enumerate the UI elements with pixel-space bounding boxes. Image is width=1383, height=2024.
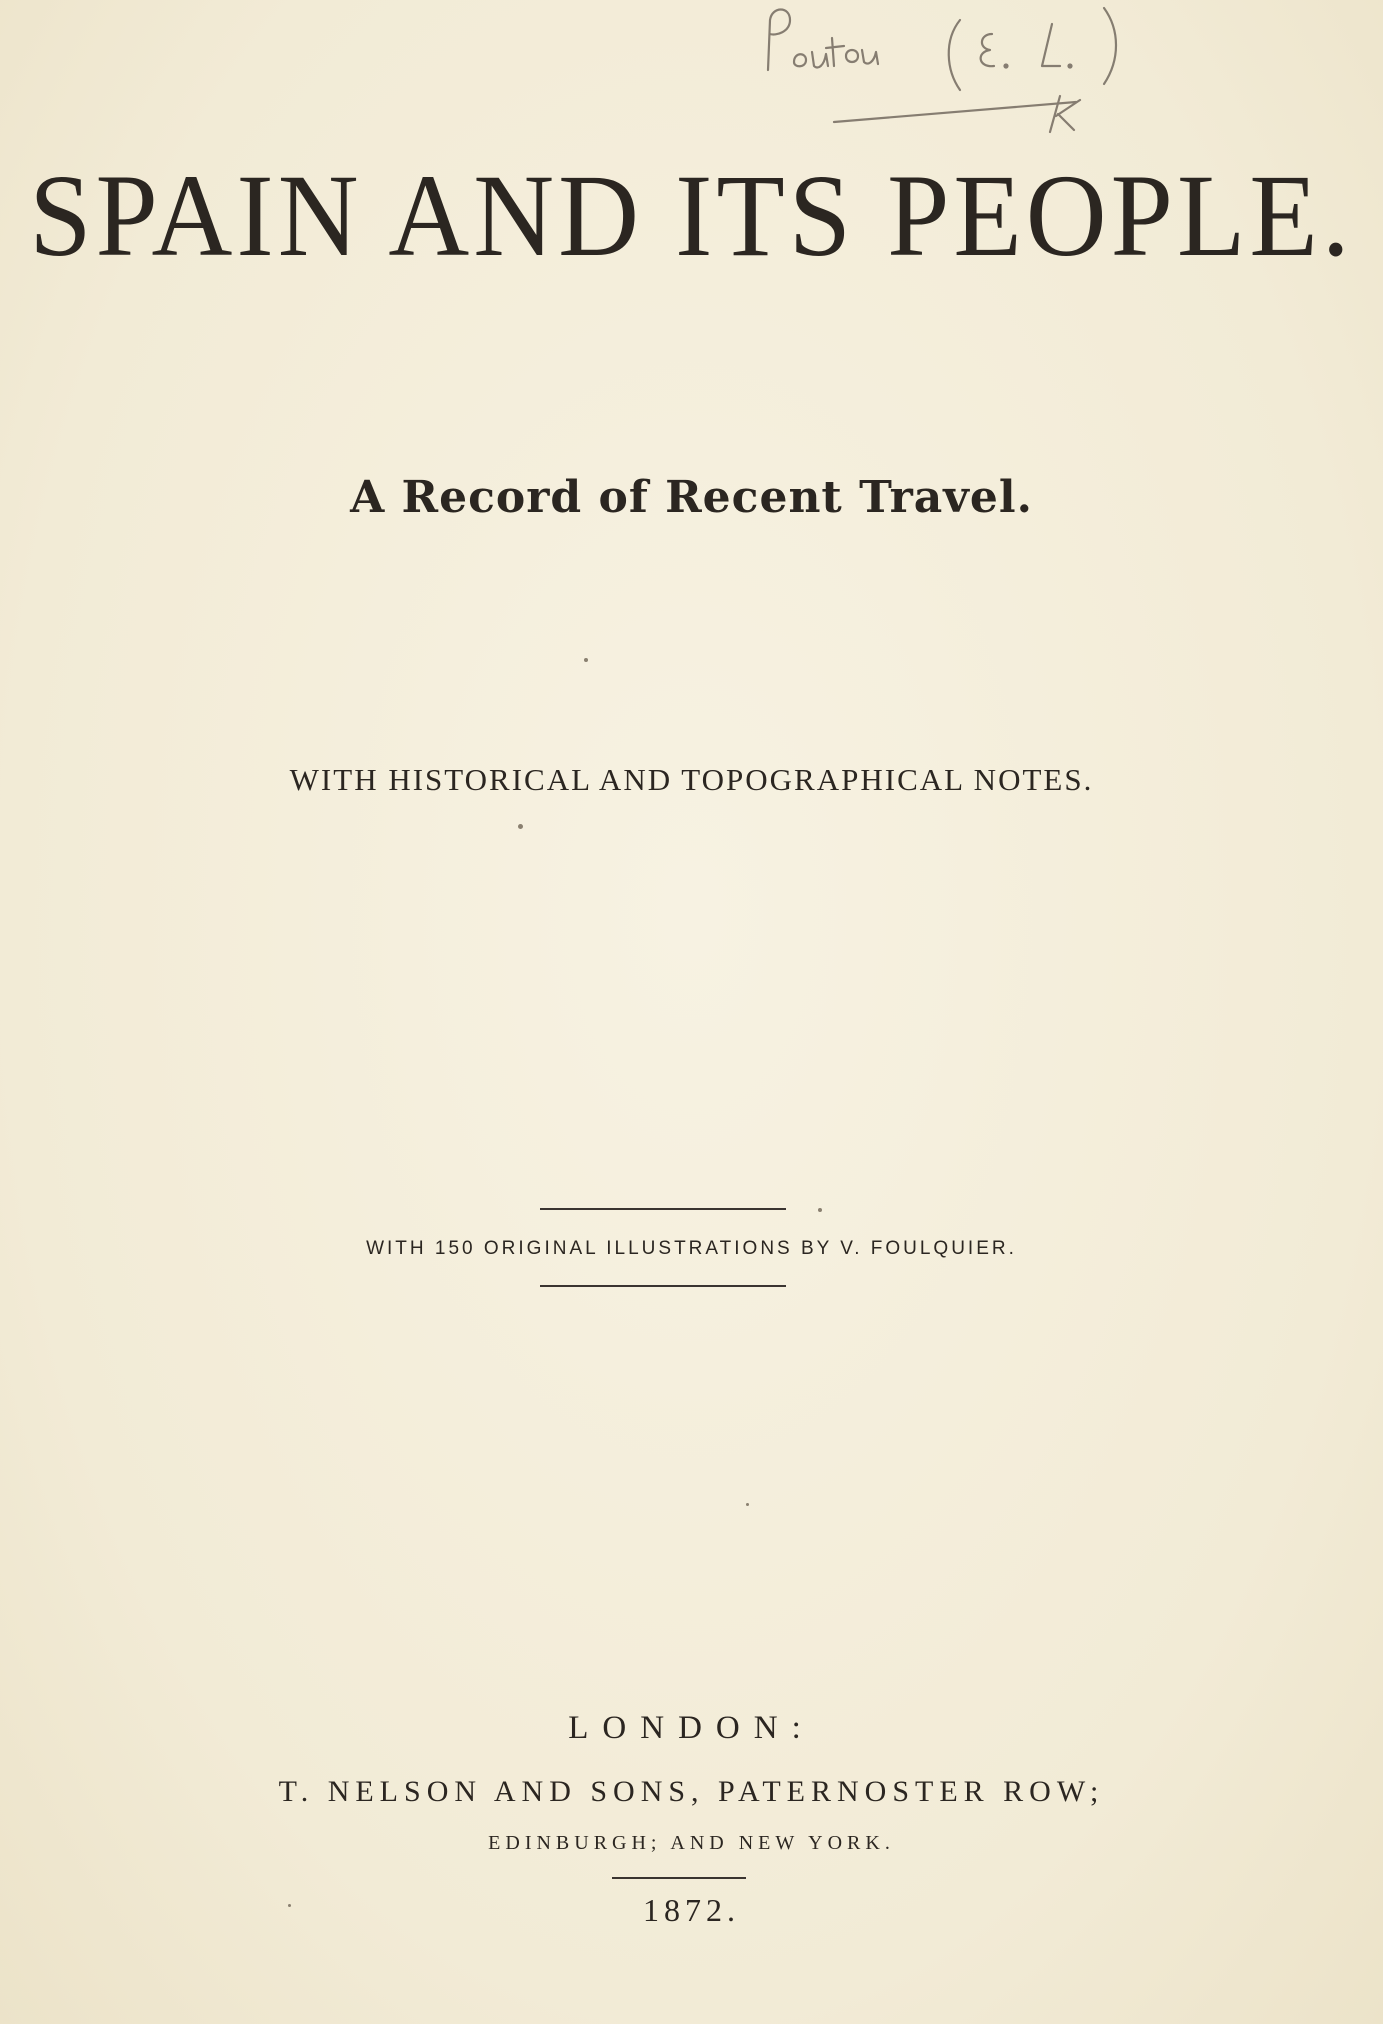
imprint-locations: EDINBURGH; AND NEW YORK. bbox=[488, 1832, 895, 1854]
paper-speck bbox=[818, 1208, 822, 1212]
imprint-city: LONDON: bbox=[568, 1710, 815, 1746]
book-title: SPAIN AND ITS PEOPLE. bbox=[29, 150, 1354, 282]
handwritten-annotation bbox=[760, 0, 1220, 135]
rule-top bbox=[540, 1208, 786, 1210]
paper-speck bbox=[518, 824, 523, 829]
rule-bottom bbox=[540, 1285, 786, 1287]
imprint-publisher: T. NELSON AND SONS, PATERNOSTER ROW; bbox=[278, 1775, 1105, 1808]
book-subtitle: A Record of Recent Travel. bbox=[350, 472, 1033, 523]
rule-imprint bbox=[612, 1877, 746, 1879]
imprint-year: 1872. bbox=[643, 1892, 740, 1928]
paper-speck bbox=[746, 1503, 749, 1506]
paper-speck bbox=[288, 1904, 291, 1907]
illustrations-line: WITH 150 ORIGINAL ILLUSTRATIONS BY V. FOULQUIER. bbox=[366, 1238, 1017, 1259]
notes-line: WITH HISTORICAL AND TOPOGRAPHICAL NOTES. bbox=[289, 762, 1094, 797]
paper-speck bbox=[584, 658, 588, 662]
